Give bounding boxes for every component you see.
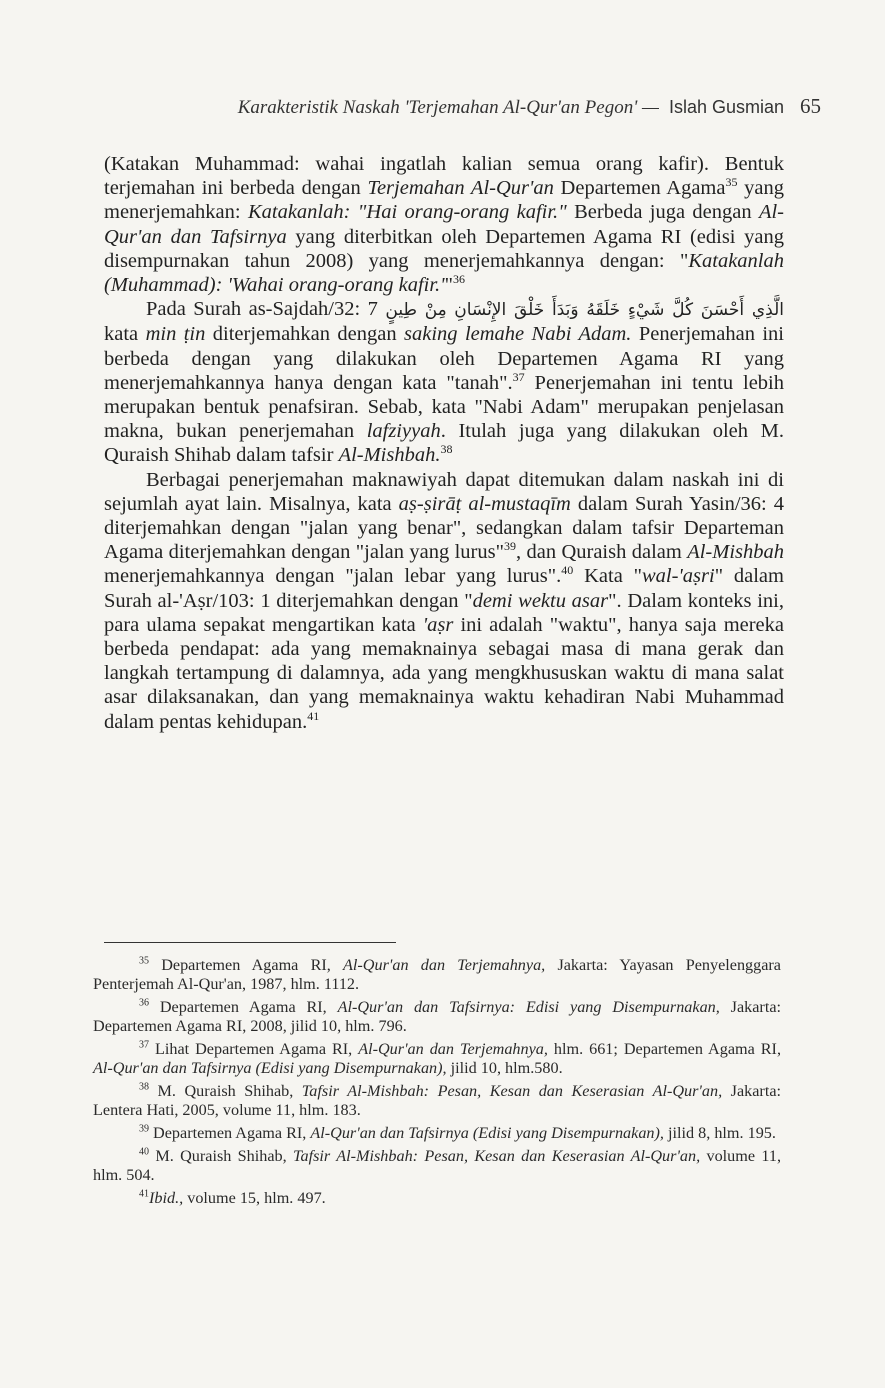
italic-text: saking lemahe Nabi Adam. (404, 323, 632, 346)
italic-text: Al-Qur'an dan Terjemahnya, (343, 956, 546, 974)
text: diterjemahkan dengan (205, 323, 405, 346)
text: " (444, 274, 453, 297)
body-text (104, 152, 784, 734)
text: hlm. 661; Departemen Agama RI, (547, 1040, 781, 1058)
text: volume 15, hlm. 497. (183, 1189, 326, 1207)
footnote-number: 40 (139, 1146, 149, 1158)
paragraph-3 (104, 468, 784, 734)
italic-text: min ṭin (145, 323, 206, 346)
running-header (108, 94, 821, 119)
italic-text: Al-Qur'an dan Tafsirnya (104, 201, 784, 248)
text: Berbeda juga dengan (566, 201, 759, 224)
footnote-number: 35 (139, 955, 149, 967)
footnote-ref-35[interactable]: 35 (725, 175, 738, 190)
italic-text: Al-Qur'an dan Tafsirnya (Edisi yang Disempurnakan), (93, 1059, 447, 1077)
header-author: Islah Gusmian (668, 97, 784, 117)
text: jilid 10, hlm.580. (446, 1059, 563, 1077)
text: Departemen Agama RI, (149, 998, 338, 1016)
footnote-ref-36[interactable]: 36 (452, 272, 465, 287)
footnote-ref-41[interactable]: 41 (307, 708, 320, 723)
italic-text: Al-Mishbah (687, 541, 784, 564)
arabic-phrase: مِنْ طِينٍ (385, 300, 447, 321)
footnote-ref-38[interactable]: 38 (440, 442, 453, 457)
footnote-divider (104, 942, 396, 943)
footnote-41 (93, 1189, 781, 1208)
italic-text: Al-Mishbah. (338, 444, 441, 467)
footnote-ref-37[interactable]: 37 (512, 370, 525, 384)
text: Pada Surah as-Sajdah/32: 7 (146, 298, 386, 321)
italic-text: Tafsir Al-Mishbah: Pesan, Kesan dan Keserasian Al-Qur'an, (301, 1082, 723, 1100)
text: M. Quraish Shihab, (149, 1082, 302, 1100)
text: Departemen Agama (553, 177, 726, 200)
arabic-verse: الَّذِي أَحْسَنَ كُلَّ شَيْءٍ خَلَقَهُ وَبَدَأَ خَلْقَ الإِنْسَانِ (454, 300, 785, 321)
text: ". Dalam konteks ini, para ulama sepakat mengartikan kata (104, 589, 784, 636)
italic-text: Tafsir Al-Mishbah: Pesan, Kesan dan Keserasian Al-Qur'an, (293, 1147, 701, 1165)
footnote-39 (93, 1124, 781, 1143)
italic-text: lafziyyah (366, 420, 441, 443)
text: kata (104, 323, 146, 346)
text: Jakarta: Lentera Hati, 2005, volume 11, hlm. 183. (93, 1082, 781, 1119)
italic-text: Terjemahan Al-Qur'an (367, 177, 554, 200)
footnote-number: 41 (139, 1188, 149, 1200)
page-number: 65 (800, 94, 821, 118)
italic-text: wal-'aṣri (641, 565, 715, 588)
footnote-38 (93, 1082, 781, 1120)
text: M. Quraish Shihab, (149, 1147, 293, 1165)
italic-text: Katakanlah: "Hai orang-orang kafir." (247, 201, 567, 224)
text: . Itulah juga yang dilakukan oleh M. Quraish Shihab dalam tafsir (104, 420, 784, 467)
footnote-number: 38 (139, 1081, 149, 1093)
text: , dan Quraish dalam (515, 541, 688, 564)
footnote-37 (93, 1040, 781, 1078)
text: yang diterbitkan oleh Departemen Agama RI (edisi yang disempurnakan tahun 2008) yang menerjemahkannya dengan: " (104, 225, 785, 272)
text: Berbagai penerjemahan maknawiyah dapat ditemukan dalam naskah ini di sejumlah ayat lain. Misalnya, kata (104, 468, 784, 515)
text: menerjemahkannya dengan "jalan lebar yang lurus". (104, 565, 562, 588)
text: Jakarta: Departemen Agama RI, 2008, jilid 10, hlm. 796. (93, 998, 781, 1035)
text: Jakarta: Yayasan Penyelenggara Penterjemah Al-Qur'an, 1987, hlm. 1112. (93, 956, 781, 993)
text: Penerjemahan ini berbeda dengan yang dilakukan oleh Departemen Agama RI yang menerjemahkannya hanya dengan kata "tanah". (104, 323, 784, 394)
text: yang menerjemahkan: (104, 177, 784, 224)
italic-text: Katakanlah (Muhammad): 'Wahai orang-orang kafir.' (104, 249, 784, 297)
footnote-number: 39 (139, 1123, 149, 1135)
text: Departemen Agama RI, (149, 956, 344, 974)
running-title: Karakteristik Naskah 'Terjemahan Al-Qur'an Pegon' — (237, 97, 659, 118)
italic-text: 'aṣr (422, 613, 454, 636)
footnote-35 (93, 956, 781, 994)
footnote-40 (93, 1147, 781, 1185)
text: Kata " (573, 565, 642, 588)
italic-text: demi wektu asar (472, 589, 609, 612)
footnote-number: 36 (139, 997, 149, 1009)
text: (Katakan Muhammad: wahai ingatlah kalian semua orang kafir). Bentuk terjemahan ini berbeda dengan (104, 153, 784, 200)
text: Penerjemahan ini tentu lebih merupakan bentuk penafsiran. Sebab, kata "Nabi Adam" merupakan penjelasan makna, bukan penerjemahan (104, 371, 784, 443)
text: volume 11, hlm. 504. (93, 1147, 781, 1184)
italic-text: Ibid., (149, 1189, 184, 1207)
text: ini adalah "waktu", hanya saja mereka berbeda pendapat: ada yang memaknainya sebagai masa di mana gerak dan langkah tertampung di dalamnya, ada yang mengkhususkan waktu di mana salat asar dilaksanakan, dan yang memaknainya waktu kehadiran Nabi Muhammad dalam pentas kehidupan. (104, 613, 785, 733)
text: jilid 8, hlm. 195. (663, 1124, 776, 1142)
footnote-36 (93, 998, 781, 1036)
footnote-ref-39[interactable]: 39 (503, 539, 516, 554)
text: dalam Surah Yasin/36: 4 diterjemahkan dengan "jalan yang benar", sedangkan dalam tafsir Departeman Agama diterjemahkan dengan "jalan yang lurus" (104, 492, 784, 564)
footnotes (93, 956, 781, 1212)
italic-text: Al-Qur'an dan Tafsirnya: Edisi yang Disempurnakan, (337, 998, 720, 1016)
italic-text: aṣ-ṣirāṭ al-mustaqīm (398, 492, 571, 515)
footnote-ref-40[interactable]: 40 (561, 563, 574, 578)
paragraph-2 (104, 297, 784, 467)
text: " dalam Surah al-'Aṣr/103: 1 diterjemahkan dengan " (104, 565, 784, 612)
text: Departemen Agama RI, (149, 1124, 311, 1142)
italic-text: Al-Qur'an dan Terjemahnya, (358, 1040, 548, 1058)
italic-text: Al-Qur'an dan Tafsirnya (Edisi yang Disempurnakan), (310, 1124, 664, 1142)
footnote-number: 37 (139, 1039, 149, 1051)
text: Lihat Departemen Agama RI, (149, 1040, 359, 1058)
paragraph-1 (104, 152, 784, 297)
